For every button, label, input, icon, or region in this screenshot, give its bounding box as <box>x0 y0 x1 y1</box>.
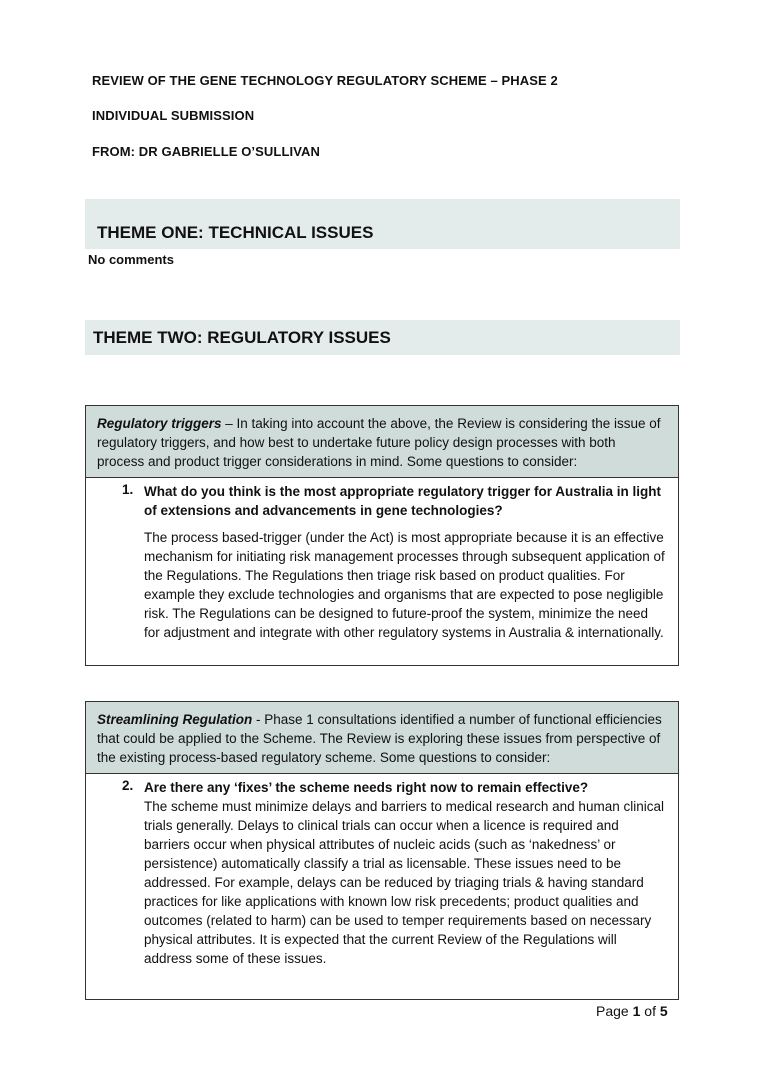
question-2 <box>86 774 678 976</box>
section-heading-text: - Phase 1 consultations identified a number of functional efficiencies that could be applied to the Scheme. The Review is exploring these issues from perspective of the existing process-based regulatory scheme. Some questions to consider: <box>97 712 662 765</box>
question-number: 1. <box>122 482 134 497</box>
page-number <box>596 1003 668 1019</box>
answer-text: The scheme must minimize delays and barriers to medical research and human clinical trials generally. Delays to clinical trials can occur when a licence is required and barriers occur when physical attributes of nucleic acids (such as ‘nakedness’ or persistence) automatically classify a trial as licensable. These issues need to be addressed. For example, delays can be reduced by triaging trials & having standard practices for like applications with known low risk precedents; product qualities and outcomes (related to harm) can be used to temper requirements based on necessary physical attributes. It is expected that the current Review of the Regulations will address some of these issues. <box>144 799 664 966</box>
regulatory-triggers-box <box>85 405 679 666</box>
page-total: 5 <box>659 1003 668 1019</box>
author-line: FROM: DR GABRIELLE O’SULLIVAN <box>92 144 320 159</box>
question-1 <box>86 478 678 650</box>
theme-one-comment: No comments <box>88 252 174 267</box>
section-heading-text: – In taking into account the above, the Review is considering the issue of regulatory triggers, and how best to undertake future policy design processes with both process and product trigger considerations in mind. Some questions to consider: <box>97 416 661 469</box>
question-number: 2. <box>122 778 134 793</box>
regulatory-triggers-heading <box>86 406 678 478</box>
question-text: What do you think is the most appropriate regulatory trigger for Australia in light of extensions and advancements in gene technologies? <box>144 484 662 518</box>
submission-type: INDIVIDUAL SUBMISSION <box>92 108 255 123</box>
question-text: Are there any ‘fixes’ the scheme needs right now to remain effective? <box>144 780 589 795</box>
theme-one-title: THEME ONE: TECHNICAL ISSUES <box>97 223 374 242</box>
theme-two-title: THEME TWO: REGULATORY ISSUES <box>93 328 391 347</box>
section-heading-label: Regulatory triggers <box>97 416 222 431</box>
page-of: of <box>640 1003 660 1019</box>
theme-one-bar <box>85 199 680 249</box>
streamlining-regulation-box <box>85 701 679 1000</box>
streamlining-regulation-heading <box>86 702 678 774</box>
page-prefix: Page <box>596 1003 633 1019</box>
section-heading-label: Streamlining Regulation <box>97 712 253 727</box>
page-current: 1 <box>632 1003 641 1019</box>
answer-text: The process based-trigger (under the Act) is most appropriate because it is an effective mechanism for initiating risk management processes through subsequent application of the Regulations. The Regulations then triage risk based on product qualities. For example they exclude technologies and organisms that are expected to pose negligible risk. The Regulations can be designed to future-proof the system, minimize the need for adjustment and integrate with other regulatory systems in Australia & internationally. <box>144 530 665 640</box>
theme-two-bar <box>85 320 680 355</box>
document-title: REVIEW OF THE GENE TECHNOLOGY REGULATORY SCHEME – PHASE 2 <box>92 73 558 88</box>
